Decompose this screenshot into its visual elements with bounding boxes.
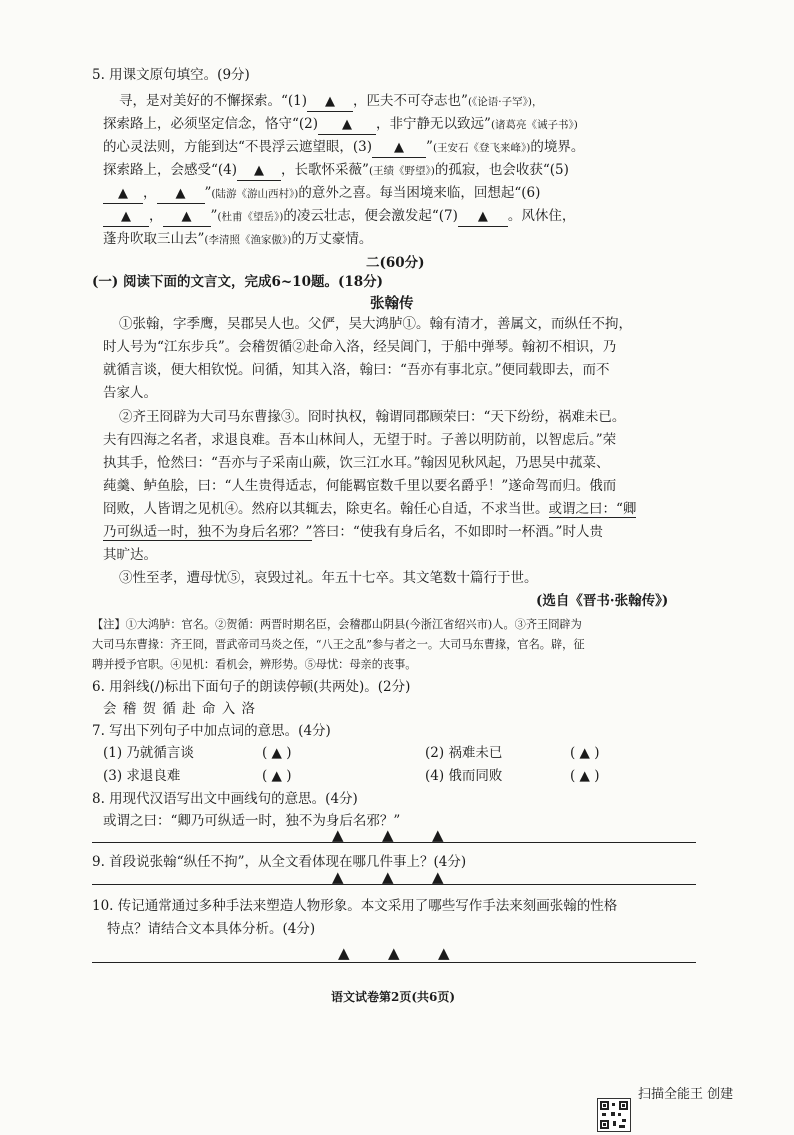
footnote-line: 聘并授予官职。④见机：看机会，辨形势。⑤母忧：母亲的丧事。 bbox=[92, 658, 417, 671]
text: 的心灵法则，方能到达“不畏浮云遮望眼，(3) bbox=[103, 139, 373, 155]
part-heading: (一) 阅读下面的文言文，完成6~10题。(18分) bbox=[92, 274, 384, 290]
text: 。风休住， bbox=[507, 208, 576, 224]
answer-blank-2[interactable]: ▲ bbox=[318, 116, 376, 135]
text: ， bbox=[143, 185, 157, 201]
answer-blank-3[interactable]: ▲ bbox=[372, 139, 426, 158]
q10-stem: 特点？请结合文本具体分析。(4分) bbox=[107, 921, 316, 937]
para3-line: ③性至孝，遭母忧⑤，哀毁过礼。年五十七卒。其文笔数十篇行于世。 bbox=[119, 570, 538, 586]
q5-line1 bbox=[119, 92, 542, 112]
qr-code-icon bbox=[597, 1098, 631, 1132]
text: ” bbox=[210, 208, 218, 224]
q6-stem: 6. 用斜线(/)标出下面句子的朗读停顿(共两处)。(2分) bbox=[92, 679, 411, 695]
para2-line: 莼羹、鲈鱼脍，曰：“人生贵得适志，何能羁宦数千里以要名爵乎！”遂命驾而归。俄而 bbox=[103, 478, 617, 494]
underlined-sentence: 乃可纵适一时，独不为身后名邪？” bbox=[103, 524, 313, 540]
footnote-line: 【注】①大鸿胪：官名。②贺循：两晋时期名臣，会稽郡山阴县(今浙江省绍兴市)人。③齐王冏辟为 bbox=[92, 618, 582, 631]
text: 答曰：“使我有身后名，不如即时一杯酒。”时人贵 bbox=[312, 524, 603, 540]
text: ” bbox=[426, 139, 433, 155]
q7-item: (4) 俄而同败 bbox=[425, 768, 503, 784]
para1-line: 就循言谈，便大相钦悦。问循，知其入洛，翰曰：“吾亦有事北京。”便同载即去，而不 bbox=[103, 362, 610, 378]
answer-mark: ▲ bbox=[432, 868, 444, 886]
q7-item: (3) 求退良难 bbox=[103, 768, 181, 784]
para2-line: 夫有四海之名者，求退良难。吾本山林间人，无望于时。子善以明防前，以智虑后。”荣 bbox=[103, 432, 617, 448]
q7-stem: 7. 写出下列句子中加点词的意思。(4分) bbox=[92, 723, 331, 739]
q9-answer-line[interactable] bbox=[92, 872, 696, 885]
answer-blank-6a[interactable]: ▲ bbox=[103, 208, 149, 227]
answer-mark: ▲ bbox=[388, 944, 400, 962]
q5-stem: 5. 用课文原句填空。(9分) bbox=[92, 67, 250, 83]
q7-item: (1) 乃就循言谈 bbox=[103, 745, 194, 761]
answer-mark: ▲ bbox=[332, 868, 344, 886]
answer-mark: ▲ bbox=[338, 944, 350, 962]
answer-mark: ▲ bbox=[382, 826, 394, 844]
text: ” bbox=[204, 185, 212, 201]
text: 探索路上，必须坚定信念，恪守“(2) bbox=[103, 116, 319, 132]
text: ，匹夫不可夺志也” bbox=[353, 93, 468, 109]
q7-answer-1[interactable]: ( ▲ ) bbox=[262, 745, 292, 761]
text: 的凌云壮志，便会激发起“(7) bbox=[283, 208, 458, 224]
answer-mark: ▲ bbox=[432, 826, 444, 844]
para2-line: ②齐王冏辟为大司马东曹掾③。冏时执权，翰谓同郡顾荣曰：“天下纷纷，祸难未已。 bbox=[119, 409, 626, 425]
q6-sentence[interactable]: 会 稽 贺 循 赴 命 入 洛 bbox=[103, 701, 257, 717]
q9-stem: 9. 首段说张翰“纵任不拘”，从全文看体现在哪几件事上？(4分) bbox=[92, 854, 467, 870]
para1-line: 告家人。 bbox=[103, 385, 157, 401]
q10-stem: 10. 传记通常通过多种手法来塑造人物形象。本文采用了哪些写作手法来刻画张翰的性格 bbox=[92, 898, 618, 914]
text: ，非宁静无以致远” bbox=[376, 116, 491, 132]
source-citation: (王绩《野望》) bbox=[368, 165, 435, 177]
page-footer: 语文试卷第2页(共6页) bbox=[331, 990, 456, 1004]
q5-line2 bbox=[103, 115, 578, 135]
source-citation: (诸葛亮《诫子书》) bbox=[490, 119, 578, 131]
passage-source: (选自《晋书·张翰传》) bbox=[536, 593, 669, 609]
text: 的意外之喜。每当困境来临，回想起“(6) bbox=[298, 185, 541, 201]
q5-line4 bbox=[103, 161, 569, 181]
source-citation: (陆游《游山西村》) bbox=[211, 188, 299, 200]
text: 的万丈豪情。 bbox=[291, 231, 373, 247]
answer-blank-6b[interactable]: ▲ bbox=[163, 208, 211, 227]
text: 的孤寂，也会收获“(5) bbox=[434, 162, 569, 178]
text: 探索路上，会感受“(4) bbox=[103, 162, 238, 178]
text: ， bbox=[149, 208, 163, 224]
q7-answer-4[interactable]: ( ▲ ) bbox=[570, 768, 600, 784]
source-citation: (王安石《登飞来峰》) bbox=[432, 142, 531, 154]
passage-title: 张翰传 bbox=[370, 295, 414, 312]
answer-blank-5a[interactable]: ▲ bbox=[103, 185, 143, 204]
answer-blank-5b[interactable]: ▲ bbox=[157, 185, 205, 204]
text: 的境界。 bbox=[530, 139, 585, 155]
answer-mark: ▲ bbox=[332, 826, 344, 844]
q8-answer-line[interactable] bbox=[92, 830, 696, 843]
q5-line3 bbox=[103, 138, 584, 158]
text: 寻，是对美好的不懈探索。“(1) bbox=[119, 93, 308, 109]
para1-line: ①张翰，字季鹰，吴郡吴人也。父俨，吴大鸿胪①。翰有清才，善属文，而纵任不拘， bbox=[119, 316, 632, 332]
q5-line5 bbox=[103, 184, 540, 204]
answer-blank-7[interactable]: ▲ bbox=[458, 208, 508, 227]
q7-item: (2) 祸难未已 bbox=[425, 745, 503, 761]
q8-stem: 8. 用现代汉语写出文中画线句的意思。(4分) bbox=[92, 791, 358, 807]
text: 蓬舟吹取三山去” bbox=[103, 231, 205, 247]
answer-blank-1[interactable]: ▲ bbox=[307, 93, 353, 112]
footnote-line: 大司马东曹掾：齐王冏，晋武帝司马炎之侄，“八王之乱”参与者之一。大司马东曹掾，官名。辟，征 bbox=[92, 638, 585, 651]
para2-line bbox=[103, 523, 603, 541]
scanner-watermark: 扫描全能王 创建 bbox=[638, 1087, 734, 1102]
para1-line: 时人号为“江东步兵”。会稽贺循②赴命入洛，经吴阊门，于船中弹琴。翰初不相识，乃 bbox=[103, 339, 617, 355]
source-citation: (李清照《渔家傲》) bbox=[204, 234, 292, 246]
q7-answer-3[interactable]: ( ▲ ) bbox=[262, 768, 292, 784]
section-heading: 二(60分) bbox=[366, 255, 425, 271]
source-citation: (《论语·子罕》)， bbox=[467, 96, 543, 108]
q5-line7 bbox=[103, 230, 372, 249]
answer-blank-4[interactable]: ▲ bbox=[237, 162, 281, 181]
source-citation: (杜甫《望岳》) bbox=[217, 211, 284, 223]
q7-answer-2[interactable]: ( ▲ ) bbox=[570, 745, 600, 761]
answer-mark: ▲ bbox=[382, 868, 394, 886]
text: ，长歌怀采薇” bbox=[281, 162, 369, 178]
underlined-sentence: 或谓之曰：“卿 bbox=[548, 501, 637, 517]
text: 冏败，人皆谓之见机④。然府以其辄去，除吏名。翰任心自适，不求当世。 bbox=[103, 501, 549, 517]
answer-mark: ▲ bbox=[438, 944, 450, 962]
para2-line: 其旷达。 bbox=[103, 547, 157, 563]
q8-quote: 或谓之曰：“卿乃可纵适一时，独不为身后名邪？” bbox=[103, 813, 401, 829]
q5-line6 bbox=[103, 207, 575, 227]
para2-line bbox=[103, 500, 636, 518]
para2-line: 执其手，怆然曰：“吾亦与子采南山蕨，饮三江水耳。”翰因见秋风起，乃思吴中菰菜、 bbox=[103, 455, 610, 471]
